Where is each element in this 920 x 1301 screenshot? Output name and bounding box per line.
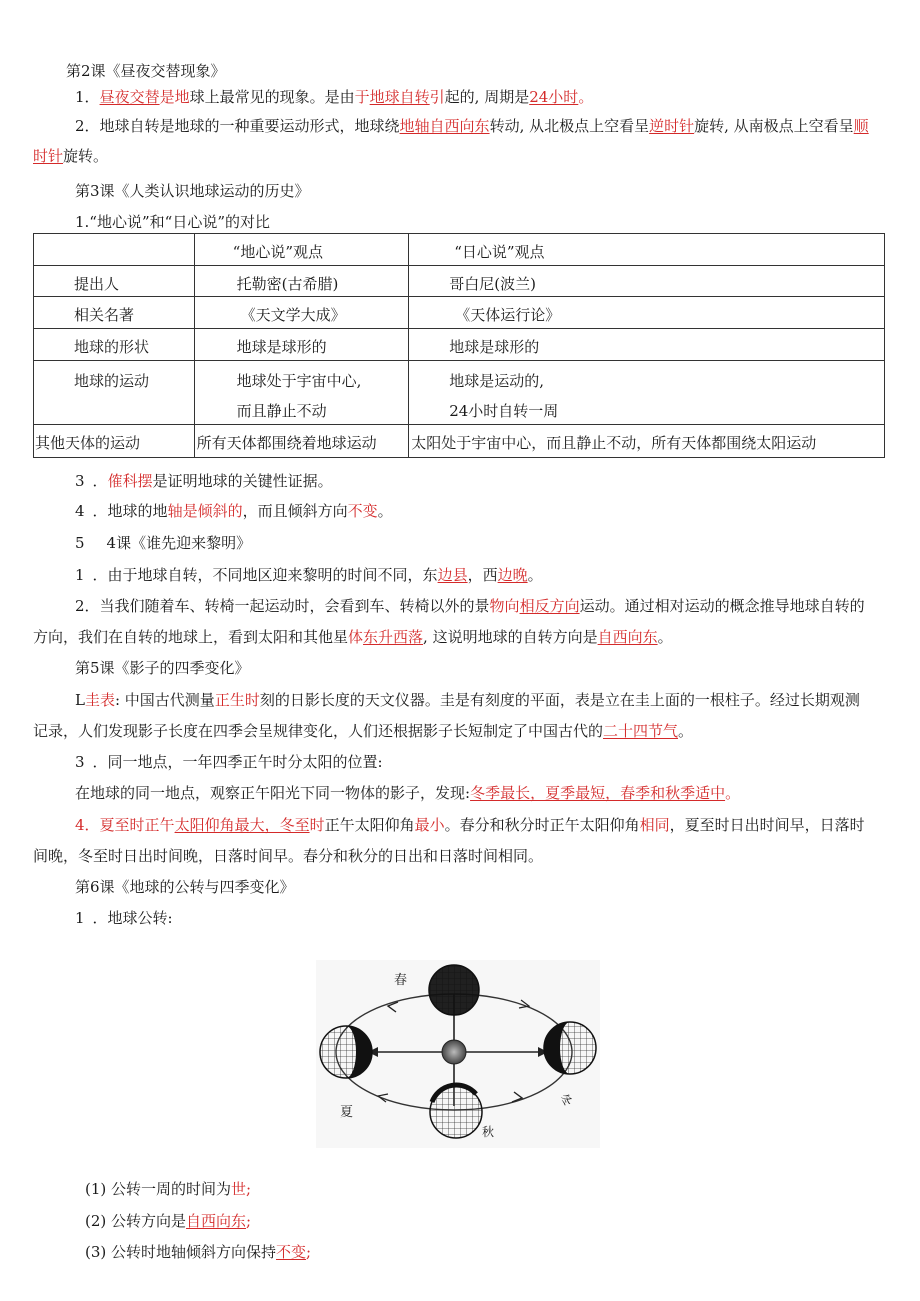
lesson3-item1: 1.“地心说”和“日心说”的对比 [75, 213, 270, 231]
lesson2-item1: 1．昼夜交替是地球上最常见的现象。是由于地球自转引起的, 周期是24小时。 [75, 88, 594, 106]
table-cell: 相关名著 [34, 297, 195, 329]
lesson3-title: 第3课《人类认识地球运动的历史》 [75, 182, 310, 200]
lesson4-item2-line1: 2．当我们随着车、转椅一起运动时，会看到车、转椅以外的景物向相反方向运动。通过相对运动的概念推导地球自转的 [75, 597, 865, 615]
earth-winter-icon [544, 1022, 596, 1074]
comparison-table [33, 233, 885, 458]
lesson5-item4-line2: 间晚，冬至时日出时间晚，日落时间早。春分和秋分的日出和日落时间相同。 [33, 847, 544, 865]
table-header-cell: “日心说”观点 [409, 234, 885, 266]
label-summer: 夏 [340, 1105, 354, 1120]
table-row [34, 329, 885, 361]
lesson3-item3: 3 ．傕科摆是证明地球的关键性证据。 [75, 472, 333, 490]
table-header-row [34, 234, 885, 266]
lesson6-q2: (2) 公转方向是自西向东; [85, 1212, 252, 1230]
lesson4-item2-line2: 方向，我们在自转的地球上，看到太阳和其他星体东升西落, 这说明地球的自转方向是自西向东。 [33, 628, 673, 646]
lesson6-q1: (1) 公转一周的时间为世; [85, 1180, 252, 1198]
table-cell: 其他天体的运动 [34, 425, 195, 458]
earth-spring-icon [429, 965, 479, 1015]
lesson3-item4: 4 ．地球的地轴是倾斜的，而且倾斜方向不变。 [75, 502, 393, 520]
table-cell: 地球的运动 [34, 361, 195, 425]
table-cell: 地球是运动的, 24小时自转一周 [409, 361, 885, 425]
table-cell: 《天体运行论》 [409, 297, 885, 329]
label-spring: 春 [394, 973, 408, 988]
lesson2-title: 第2课《昼夜交替现象》 [66, 62, 226, 80]
table-cell: 提出人 [34, 266, 195, 297]
table-row [34, 361, 885, 425]
table-cell: 哥白尼(波兰) [409, 266, 885, 297]
table-cell: 托勒密(古希腊) [194, 266, 409, 297]
table-cell: 地球的形状 [34, 329, 195, 361]
lesson2-item2-line2: 时针旋转。 [33, 147, 109, 165]
earth-summer-icon [320, 1026, 372, 1078]
table-cell: 《天文学大成》 [194, 297, 409, 329]
table-cell: 地球是球形的 [409, 329, 885, 361]
table-row [34, 425, 885, 458]
lesson5-item3-detail: 在地球的同一地点，观察正午阳光下同一物体的影子，发现:冬季最长，夏季最短，春季和秋季适中。 [75, 784, 741, 802]
lesson6-title: 第6课《地球的公转与四季变化》 [75, 878, 295, 896]
earth-autumn-icon [430, 1085, 482, 1138]
table-cell: 地球处于宇宙中心, 而且静止不动 [194, 361, 409, 425]
lesson5-item1-line2: 记录，人们发现影子长度在四季会呈规律变化，人们还根据影子长短制定了中国古代的二十四节气。 [33, 722, 694, 740]
lesson6-q3: (3) 公转时地轴倾斜方向保持不变; [85, 1243, 312, 1261]
earth-revolution-diagram [316, 960, 600, 1148]
lesson4-item1: 1 ．由于地球自转，不同地区迎来黎明的时间不同，东边县，西边晚。 [75, 566, 543, 584]
sun-icon [442, 1040, 466, 1064]
table-cell: 太阳处于宇宙中心，而且静止不动，所有天体都围绕太阳运动 [409, 425, 885, 458]
label-autumn: 秋 [482, 1125, 495, 1139]
lesson5-item3: 3 ．同一地点，一年四季正午时分太阳的位置: [75, 753, 383, 771]
table-cell: 地球是球形的 [194, 329, 409, 361]
table-header-cell: “地心说”观点 [194, 234, 409, 266]
lesson4-title: 5 4课《谁先迎来黎明》 [75, 534, 252, 552]
lesson6-item1: 1 ．地球公转: [75, 909, 173, 927]
table-header-cell [34, 234, 195, 266]
lesson2-item2-line1: 2．地球自转是地球的一种重要运动形式，地球绕地轴自西向东转动, 从北极点上空看呈逆时针旋转, 从南极点上空看呈顺 [75, 117, 869, 135]
lesson5-item1-line1: L圭表: 中国古代测量正生时刻的日影长度的天文仪器。圭是有刻度的平面，表是立在圭上面的一根柱子。经过长期观测 [75, 691, 860, 709]
lesson5-item4-line1: 4．夏至时正午太阳仰角最大，冬至时正午太阳仰角最小。春分和秋分时正午太阳仰角相同，夏至时日出时间早，日落时 [75, 816, 865, 834]
table-row [34, 297, 885, 329]
table-row [34, 266, 885, 297]
lesson5-title: 第5课《影子的四季变化》 [75, 659, 250, 677]
table-cell: 所有天体都围绕着地球运动 [194, 425, 409, 458]
label-winter: 冬 [556, 1090, 576, 1110]
